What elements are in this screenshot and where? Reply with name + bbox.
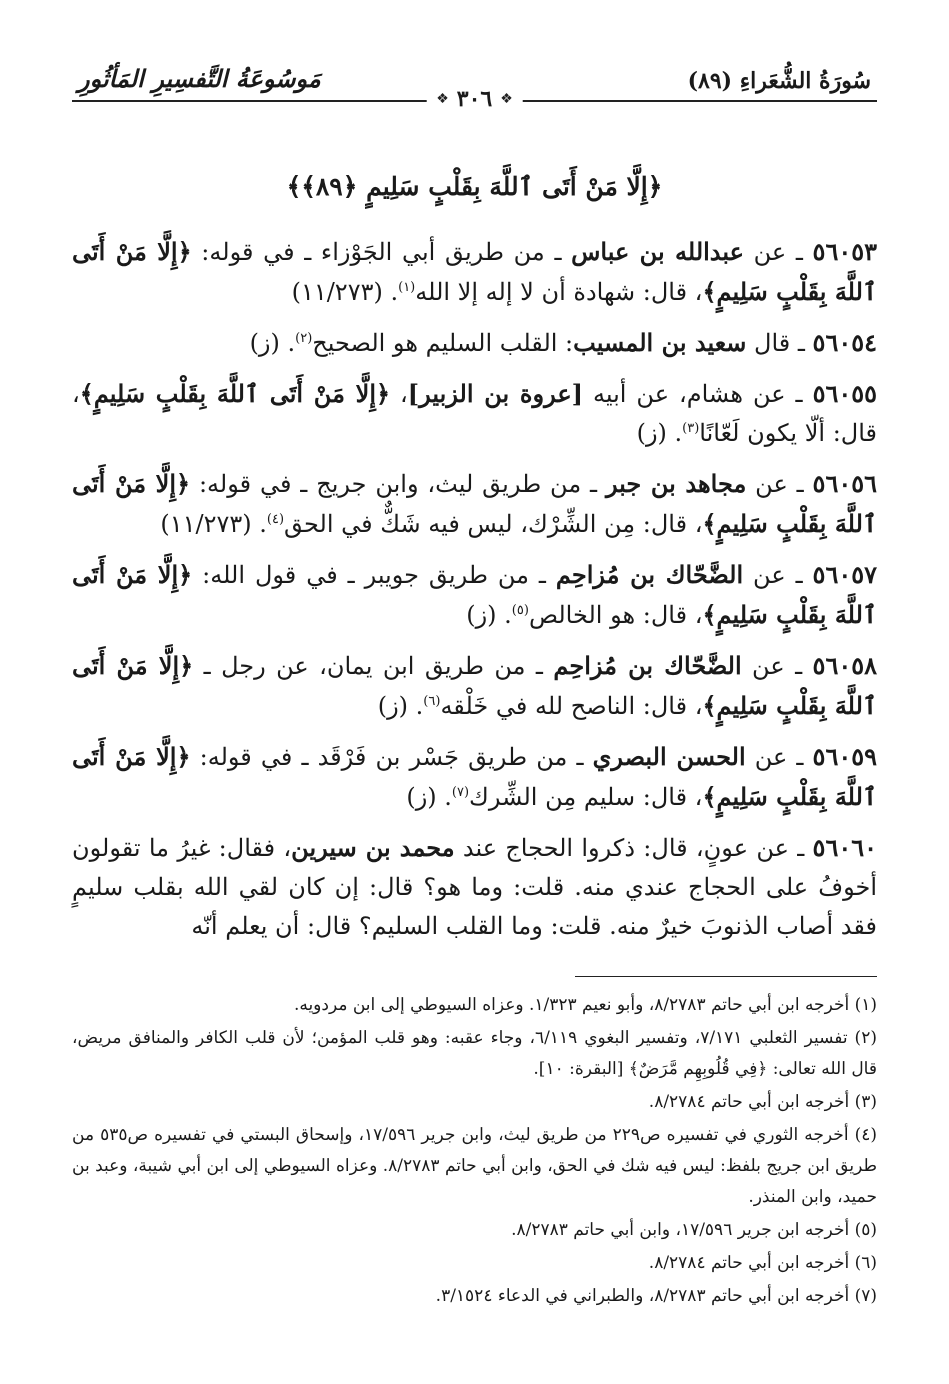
footnote-ref: (٢) bbox=[295, 331, 313, 346]
narration-text: : القلب السليم هو الصحيح bbox=[312, 329, 574, 357]
narration-number: ٥٦٠٥٦ bbox=[812, 469, 877, 498]
narration-number: ٥٦٠٥٤ bbox=[812, 328, 877, 357]
footnote-ref: (١) bbox=[398, 280, 416, 295]
narration-text: ، bbox=[390, 380, 408, 408]
footnote-ref: (٣) bbox=[682, 421, 700, 436]
narration-number: ٥٦٠٥٨ bbox=[812, 651, 877, 680]
quran-quote: ﴿إِلَّا مَنْ أَتَى ٱللَّهَ بِقَلْبٍ سَلِيمٍ﴾ bbox=[72, 651, 877, 720]
narration-text: ـ عن bbox=[743, 561, 813, 589]
footnote-ref: (٧) bbox=[451, 785, 470, 800]
narrator-name: محمد بن سيرين bbox=[291, 833, 455, 862]
narration-text: ـ من طريق جويبر ـ في قول الله: bbox=[192, 561, 556, 589]
page-number-box bbox=[426, 86, 523, 112]
narration-text: ، قال: سليم مِن الشِّرك bbox=[469, 783, 703, 811]
narration-number: ٥٦٠٥٥ bbox=[812, 379, 878, 408]
narrator-name: عبدالله بن عباس bbox=[571, 237, 744, 266]
footnote-separator bbox=[575, 976, 877, 977]
narration-paragraph bbox=[72, 374, 877, 453]
narration-text: ـ عن bbox=[745, 743, 813, 771]
narration-reference: . (ز) bbox=[249, 329, 296, 357]
narration-text: ـ عن bbox=[743, 238, 813, 266]
narration-reference: . (١١/٢٧٣) bbox=[160, 510, 267, 538]
narrator-name: [عروة بن الزبير] bbox=[407, 379, 583, 408]
narration-reference: . (ز) bbox=[406, 783, 452, 811]
narrator-name: سعيد بن المسيب bbox=[573, 328, 747, 357]
narration-reference: . (ز) bbox=[636, 419, 683, 447]
narration-paragraph bbox=[72, 323, 877, 363]
narration-text: ـ عن عونٍ، قال: ذكروا الحجاج عند bbox=[454, 834, 813, 862]
narrator-name: الحسن البصري bbox=[592, 742, 746, 771]
sura-title: سُورَةُ الشُّعَراءِ (٨٩) bbox=[687, 68, 871, 94]
narration-text: ـ من طريق ابن يمان، عن رجل ـ bbox=[193, 652, 554, 680]
narrator-name: الضَّحّاك بن مُزاحِم bbox=[555, 560, 744, 589]
narration-reference: . (ز) bbox=[377, 692, 424, 720]
narration-text: ، قال: مِن الشِّرْك، ليس فيه شَكٌّ في الحق bbox=[284, 510, 703, 538]
footnote: (٥) أخرجه ابن جرير ١٧/٥٩٦، وابن أبي حاتم ٨/٢٧٨٣. bbox=[511, 1220, 877, 1240]
ornament-left-icon: ❖ bbox=[436, 91, 449, 107]
narration-text: ـ قال bbox=[746, 329, 813, 357]
narration-text: ـ من طريق جَسْر بن فَرْقَد ـ في قوله: bbox=[190, 743, 593, 771]
narrator-name: مجاهد بن جبر bbox=[605, 469, 747, 498]
footnote: (١) أخرجه ابن أبي حاتم ٨/٢٧٨٣، وأبو نعيم ١/٣٢٣. وعزاه السيوطي إلى ابن مردويه. bbox=[293, 995, 877, 1015]
footnote-ref: (٤) bbox=[266, 512, 285, 527]
narration-text: ـ عن bbox=[741, 652, 813, 680]
page-number: ٣٠٦ bbox=[456, 86, 493, 112]
footnote-ref: (٥) bbox=[511, 603, 529, 618]
footnote: (٦) أخرجه ابن أبي حاتم ٨/٢٧٨٤. bbox=[648, 1253, 877, 1273]
narration-number: ٥٦٠٥٣ bbox=[812, 237, 877, 266]
narration-paragraph bbox=[72, 737, 877, 817]
quran-quote: ﴿إِلَّا مَنْ أَتَى ٱللَّهَ بِقَلْبٍ سَلِيمٍ﴾ bbox=[72, 742, 877, 811]
narration-text: ـ عن هشام، عن أبيه bbox=[583, 380, 813, 408]
quran-quote: ﴿إِلَّا مَنْ أَتَى ٱللَّهَ بِقَلْبٍ سَلِيمٍ﴾ bbox=[72, 560, 877, 629]
narration-number: ٥٦٠٦٠ bbox=[812, 833, 877, 862]
narration-number: ٥٦٠٥٩ bbox=[812, 742, 877, 771]
narration-reference: . (ز) bbox=[466, 601, 512, 629]
footnotes bbox=[72, 990, 877, 1314]
quran-quote: ﴿إِلَّا مَنْ أَتَى ٱللَّهَ بِقَلْبٍ سَلِيمٍ﴾ bbox=[72, 469, 877, 538]
verse-heading: ﴿إِلَّا مَنْ أَتَى ٱللَّهَ بِقَلْبٍ سَلِيمٍ ﴿٨٩﴾﴾ bbox=[286, 172, 663, 201]
narration-paragraph bbox=[72, 555, 877, 635]
narrator-name: الضَّحّاك بن مُزاحِم bbox=[553, 651, 742, 680]
ornament-right-icon: ❖ bbox=[500, 91, 513, 107]
main-text bbox=[72, 232, 877, 957]
narration-text: ـ من طريق ليث، وابن جريج ـ في قوله: bbox=[190, 470, 606, 498]
narration-number: ٥٦٠٥٧ bbox=[812, 560, 877, 589]
quran-quote: ﴿إِلَّا مَنْ أَتَى ٱللَّهَ بِقَلْبٍ سَلِيمٍ﴾ bbox=[72, 237, 877, 306]
narration-text: ـ من طريق أبي الجَوْزاء ـ في قوله: bbox=[191, 238, 572, 266]
narration-text: ـ عن bbox=[746, 470, 813, 498]
narration-text: ، قال: شهادة أن لا إله إلا الله bbox=[415, 278, 703, 306]
footnote: (٧) أخرجه ابن أبي حاتم ٨/٢٧٨٣، والطبراني في الدعاء ٣/١٥٢٤. bbox=[435, 1286, 877, 1306]
book-title: مَوسُوعَةُ التَّفسِيرِ المَأثُورِ bbox=[78, 64, 321, 93]
narration-text: ، فقال: غيرُ ما تقولون أخوفُ على الحجاج عندي منه. قلت: وما هو؟ قال: إن كان لقي الله بقلب سليمٍ فقد أصاب الذنوبَ خيرٌ منه. قلت: وما القلب السليم؟ قال: أن يعلم أنّه bbox=[72, 834, 877, 940]
narration-text: ، قال: هو الخالص bbox=[528, 601, 703, 629]
narration-text: ، قال: الناصح لله في خَلْقه bbox=[440, 692, 703, 720]
footnote: (٤) أخرجه الثوري في تفسيره ص٢٢٩ من طريق ليث، وابن جرير ١٧/٥٩٦، وإسحاق البستي في تفسيره ص٥٣٥ من طريق ابن جريج بلفظ: ليس فيه شك في الحق، وابن أبي حاتم ٨/٢٧٨٣. وعزاه السيوطي إلى ابن أبي شيبة، وعبد بن حميد، وابن المنذر. bbox=[72, 1125, 878, 1207]
narration-paragraph bbox=[72, 828, 877, 946]
footnote: (٢) تفسير الثعلبي ٧/١٧١، وتفسير البغوي ٦/١١٩، وجاء عقبه: وهو قلب المؤمن؛ لأن قلب الكافر والمنافق مريض، قال الله تعالى: ﴿فِي قُلُوبِهِم مَّرَضٌ﴾ [البقرة: ١٠]. bbox=[72, 1028, 877, 1079]
narration-paragraph bbox=[72, 232, 877, 312]
footnote-ref: (٦) bbox=[423, 694, 441, 709]
page-header bbox=[72, 58, 877, 112]
narration-text: ، قال: ألّا يكون لَعّانًا bbox=[72, 380, 877, 447]
narration-reference: . (١١/٢٧٣) bbox=[291, 278, 399, 306]
narration-paragraph bbox=[72, 464, 877, 544]
footnote: (٣) أخرجه ابن أبي حاتم ٨/٢٧٨٤. bbox=[648, 1092, 877, 1112]
narration-paragraph bbox=[72, 646, 877, 726]
quran-quote: ﴿إِلَّا مَنْ أَتَى ٱللَّهَ بِقَلْبٍ سَلِيمٍ﴾ bbox=[79, 379, 391, 408]
